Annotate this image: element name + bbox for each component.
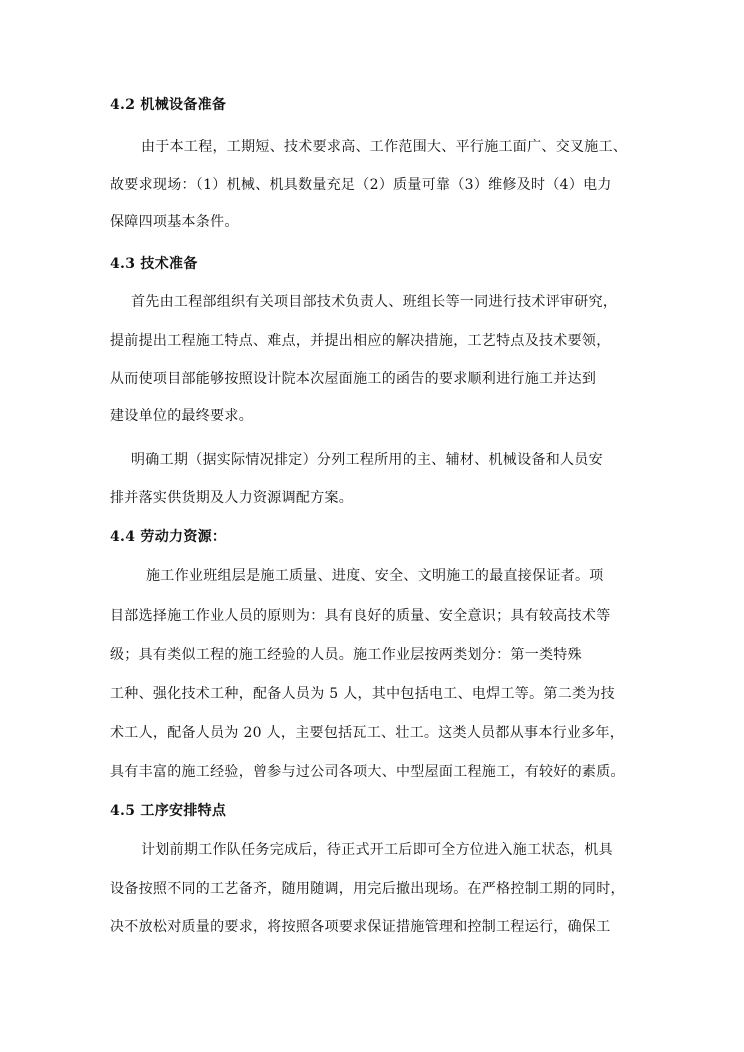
paragraph-line: 提前提出工程施工特点、难点，并提出相应的解决措施，工艺特点及技术要领， — [110, 333, 611, 349]
paragraph-line: 级；具有类似工程的施工经验的人员。施工作业层按两类划分：第一类特殊 — [110, 647, 582, 663]
paragraph-line: 设备按照不同的工艺备齐，随用随调，用完后撤出现场。在严格控制工期的同时， — [110, 881, 625, 897]
paragraph-line: 施工作业班组层是施工质量、进度、安全、文明施工的最直接保证者。项 — [146, 568, 604, 584]
section-heading-4-3: 4.3 技术准备 — [110, 256, 198, 272]
paragraph-line: 由于本工程，工期短、技术要求高、工作范围大、平行施工面广、交叉施工、 — [141, 139, 628, 155]
paragraph-line: 明确工期（据实际情况排定）分列工程所用的主、辅材、机械设备和人员安 — [131, 452, 603, 468]
paragraph-line: 建设单位的最终要求。 — [110, 408, 253, 424]
paragraph-line: 排并落实供货期及人力资源调配方案。 — [110, 490, 354, 506]
paragraph-line: 具有丰富的施工经验，曾参与过公司各项大、中型屋面工程施工，有较好的素质。 — [110, 764, 625, 780]
paragraph-line: 从而使项目部能够按照设计院本次屋面施工的函告的要求顺利进行施工并达到 — [110, 371, 597, 387]
paragraph-line: 计划前期工作队任务完成后，待正式开工后即可全方位进入施工状态，机具 — [141, 842, 613, 858]
paragraph-line: 工种、强化技术工种，配备人员为 5 人，其中包括电工、电焊工等。第二类为技 — [110, 686, 615, 702]
paragraph-line: 决不放松对质量的要求，将按照各项要求保证措施管理和控制工程运行，确保工 — [110, 919, 611, 935]
section-heading-4-5: 4.5 工序安排特点 — [110, 803, 227, 819]
paragraph-line: 首先由工程部组织有关项目部技术负责人、班组长等一同进行技术评审研究， — [131, 294, 618, 310]
paragraph-line: 保障四项基本条件。 — [110, 214, 239, 230]
section-heading-4-4: 4.4 劳动力资源： — [110, 529, 227, 545]
section-heading-4-2: 4.2 机械设备准备 — [110, 97, 227, 113]
paragraph-line: 故要求现场：（1）机械、机具数量充足（2）质量可靠（3）维修及时（4）电力 — [110, 177, 612, 193]
paragraph-line: 目部选择施工作业人员的原则为：具有良好的质量、安全意识；具有较高技术等 — [110, 608, 611, 624]
paragraph-line: 术工人，配备人员为 20 人，主要包括瓦工、壮工。这类人员都从事本行业多年， — [110, 725, 625, 741]
